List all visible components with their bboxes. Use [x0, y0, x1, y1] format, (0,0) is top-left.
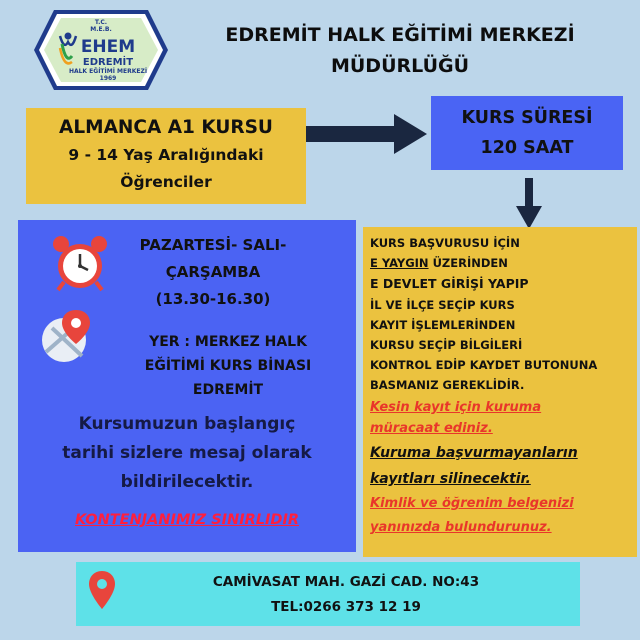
- address-street: CAMİVASAT MAH. GAZİ CAD. NO:43: [212, 574, 480, 590]
- course-duration-box: [431, 96, 623, 170]
- apply-line-8: BASMANIZ GEREKLİDİR.: [370, 378, 525, 392]
- address-box: [76, 562, 580, 626]
- logo-brand: EHEM: [80, 37, 136, 57]
- duration-label: KURS SÜRESİ: [461, 108, 593, 128]
- apply-line-2-rest: ÜZERİNDEN: [428, 256, 508, 270]
- apply-line-7: KONTROL EDİP KAYDET BUTONUNA: [370, 358, 598, 372]
- arrow-down-icon: [515, 178, 543, 230]
- days-line-1: PAZARTESİ- SALI-: [139, 236, 287, 254]
- arrow-right-icon: [304, 112, 429, 156]
- start-info-line-1: Kursumuzun başlangıç: [78, 414, 296, 434]
- course-age-line-2: Öğrenciler: [120, 173, 212, 191]
- start-date-info: [24, 410, 350, 497]
- alarm-clock-icon: [50, 234, 110, 292]
- apply-line-4: İL VE İLÇE SEÇİP KURS: [370, 298, 515, 312]
- course-hours: (13.30-16.30): [155, 290, 271, 308]
- course-age-line-1: 9 - 14 Yaş Aralığındaki: [68, 146, 264, 164]
- ehem-logo: [32, 6, 170, 94]
- course-days: [118, 232, 308, 313]
- quota-warning: KONTENJANIMIZ SINIRLIDIR: [75, 512, 299, 528]
- deletion-note-1: Kuruma başvurmayanların: [370, 445, 578, 461]
- documents-note-2: yanınızda bulundurunuz.: [370, 520, 552, 535]
- deletion-note-2: kayıtları silinecektir.: [370, 471, 531, 487]
- title-line-2: MÜDÜRLÜĞÜ: [330, 55, 470, 77]
- schedule-box: [18, 220, 356, 552]
- apply-line-3: E DEVLET GİRİŞİ YAPIP: [370, 276, 529, 291]
- location-line-1: YER : MERKEZ HALK: [149, 334, 307, 350]
- page-title: [180, 20, 620, 82]
- registration-note-2: müracaat ediniz.: [370, 421, 493, 436]
- location-line-2: EĞİTİMİ KURS BİNASI: [144, 358, 312, 374]
- title-line-1: EDREMİT HALK EĞİTİMİ MERKEZİ: [225, 24, 575, 46]
- e-yaygin-link[interactable]: E YAYGIN: [370, 256, 429, 270]
- days-line-2: ÇARŞAMBA: [165, 263, 261, 281]
- logo-tc-text: T.C.: [94, 19, 108, 26]
- course-title: ALMANCA A1 KURSU: [59, 117, 273, 138]
- registration-note-1: Kesin kayıt için kuruma: [370, 400, 542, 415]
- address-phone[interactable]: TEL:0266 373 12 19: [271, 599, 421, 615]
- logo-meb-text: M.E.B.: [90, 26, 112, 33]
- documents-note-1: Kimlik ve öğrenim belgenizi: [370, 496, 574, 511]
- apply-line-2: [370, 253, 637, 273]
- logo-year: 1969: [99, 75, 117, 82]
- logo-subtitle: HALK EĞİTİMİ MERKEZİ: [68, 68, 148, 75]
- course-info-box: [26, 108, 306, 204]
- duration-value: 120 SAAT: [480, 138, 574, 158]
- apply-line-5: KAYIT İŞLEMLERİNDEN: [370, 318, 516, 332]
- start-info-line-2: tarihi sizlere mesaj olarak: [62, 443, 312, 463]
- address-text: [116, 570, 576, 620]
- application-info-box: [363, 227, 637, 557]
- location-pin-icon: [88, 570, 116, 610]
- course-location: [118, 330, 338, 402]
- map-location-icon: [38, 306, 98, 364]
- start-info-line-3: bildirilecektir.: [120, 472, 254, 492]
- logo-city: EDREMİT: [82, 57, 134, 68]
- apply-line-6: KURSU SEÇİP BİLGİLERİ: [370, 338, 523, 352]
- location-line-3: EDREMİT: [192, 382, 264, 398]
- apply-line-1: KURS BAŞVURUSU İÇİN: [370, 236, 520, 250]
